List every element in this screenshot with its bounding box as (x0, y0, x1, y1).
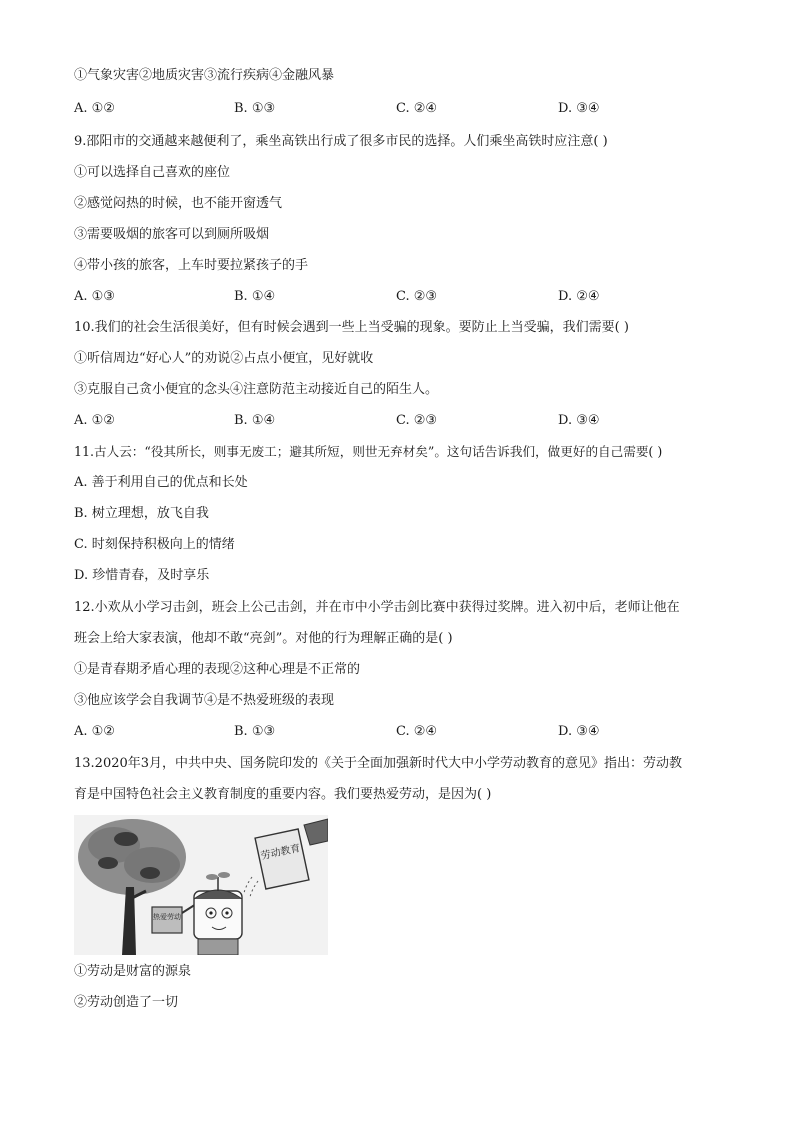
q12-option-a: A. ①② (74, 724, 115, 739)
q9-option-c: C. ②③ (396, 289, 438, 304)
q10-option-d: D. ③④ (558, 413, 600, 428)
q12-item-2: ③他应该学会自我调节④是不热爱班级的表现 (74, 693, 335, 708)
q10-stem: 10.我们的社会生活很美好，但有时候会遇到一些上当受骗的现象。要防止上当受骗，我们需要( ) (74, 320, 629, 335)
q9-item-4: ④带小孩的旅客，上车时要拉紧孩子的手 (74, 258, 309, 273)
q9-stem: 9.邵阳市的交通越来越便利了，乘坐高铁出行成了很多市民的选择。人们乘坐高铁时应注意( ) (74, 134, 608, 149)
q8-option-b: B. ①③ (234, 101, 276, 116)
q12-item-1: ①是青春期矛盾心理的表现②这种心理是不正常的 (74, 662, 361, 677)
labor-education-illustration (74, 815, 328, 955)
q9-option-a: A. ①③ (74, 289, 115, 304)
q8-items: ①气象灾害②地质灾害③流行疾病④金融风暴 (74, 68, 335, 83)
can-label: 热爱劳动 (153, 913, 181, 921)
q12-option-b: B. ①③ (234, 724, 276, 739)
q9-item-3: ③需要吸烟的旅客可以到厕所吸烟 (74, 227, 270, 242)
q10-option-b: B. ①④ (234, 413, 276, 428)
q12-option-c: C. ②④ (396, 724, 438, 739)
tree-fruit (98, 857, 118, 869)
q10-item-2: ③克服自己贪小便宜的念头④注意防范主动接近自己的陌生人。 (74, 382, 439, 397)
q9-item-2: ②感觉闷热的时候，也不能开窗透气 (74, 196, 283, 211)
q9-option-b: B. ①④ (234, 289, 276, 304)
illustration-drawing (74, 815, 328, 955)
q11-choice-b: B. 树立理想，放飞自我 (74, 506, 209, 521)
q11-choice-d: D. 珍惜青春，及时享乐 (74, 568, 210, 583)
q9-options (74, 288, 714, 306)
q13-item-2: ②劳动创造了一切 (74, 995, 179, 1010)
boy-body (198, 939, 238, 955)
q8-option-a: A. ①② (74, 101, 115, 116)
q9-option-d: D. ②④ (558, 289, 600, 304)
q8-options (74, 100, 714, 118)
q12-stem-line1: 12.小欢从小学习击剑，班会上公己击剑，并在市中小学击剑比赛中获得过奖牌。进入初中后，老师让他在 (74, 600, 680, 615)
q9-item-1: ①可以选择自己喜欢的座位 (74, 165, 231, 180)
tree-fruit (114, 832, 138, 846)
q12-option-d: D. ③④ (558, 724, 600, 739)
q8-option-c: C. ②④ (396, 101, 438, 116)
q11-choice-a: A. 善于利用自己的优点和长处 (74, 475, 248, 490)
q13-stem-line1: 13.2020年3月，中共中央、国务院印发的《关于全面加强新时代大中小学劳动教育的意见》指出：劳动教 (74, 756, 683, 771)
q10-options (74, 412, 714, 430)
q8-option-d: D. ③④ (558, 101, 600, 116)
tree-fruit (140, 867, 160, 879)
q10-option-c: C. ②③ (396, 413, 438, 428)
q13-item-1: ①劳动是财富的源泉 (74, 964, 192, 979)
q12-options (74, 723, 714, 741)
q10-item-1: ①听信周边“好心人”的劝说②占点小便宜，见好就收 (74, 351, 374, 366)
svg-text:热爱劳动 (153, 912, 181, 921)
sign-label: 劳动教育 (259, 843, 302, 863)
q10-option-a: A. ①② (74, 413, 115, 428)
q13-stem-line2: 育是中国特色社会主义教育制度的重要内容。我们要热爱劳动，是因为( ) (74, 787, 492, 802)
q11-choice-c: C. 时刻保持积极向上的情绪 (74, 537, 235, 552)
q11-stem: 11.古人云：“役其所长，则事无废工；避其所短，则世无弃材矣”。这句话告诉我们，做更好的自己需要( ) (74, 444, 663, 459)
q12-stem-line2: 班会上给大家表演，他却不敢“亮剑”。对他的行为理解正确的是( ) (74, 631, 453, 646)
